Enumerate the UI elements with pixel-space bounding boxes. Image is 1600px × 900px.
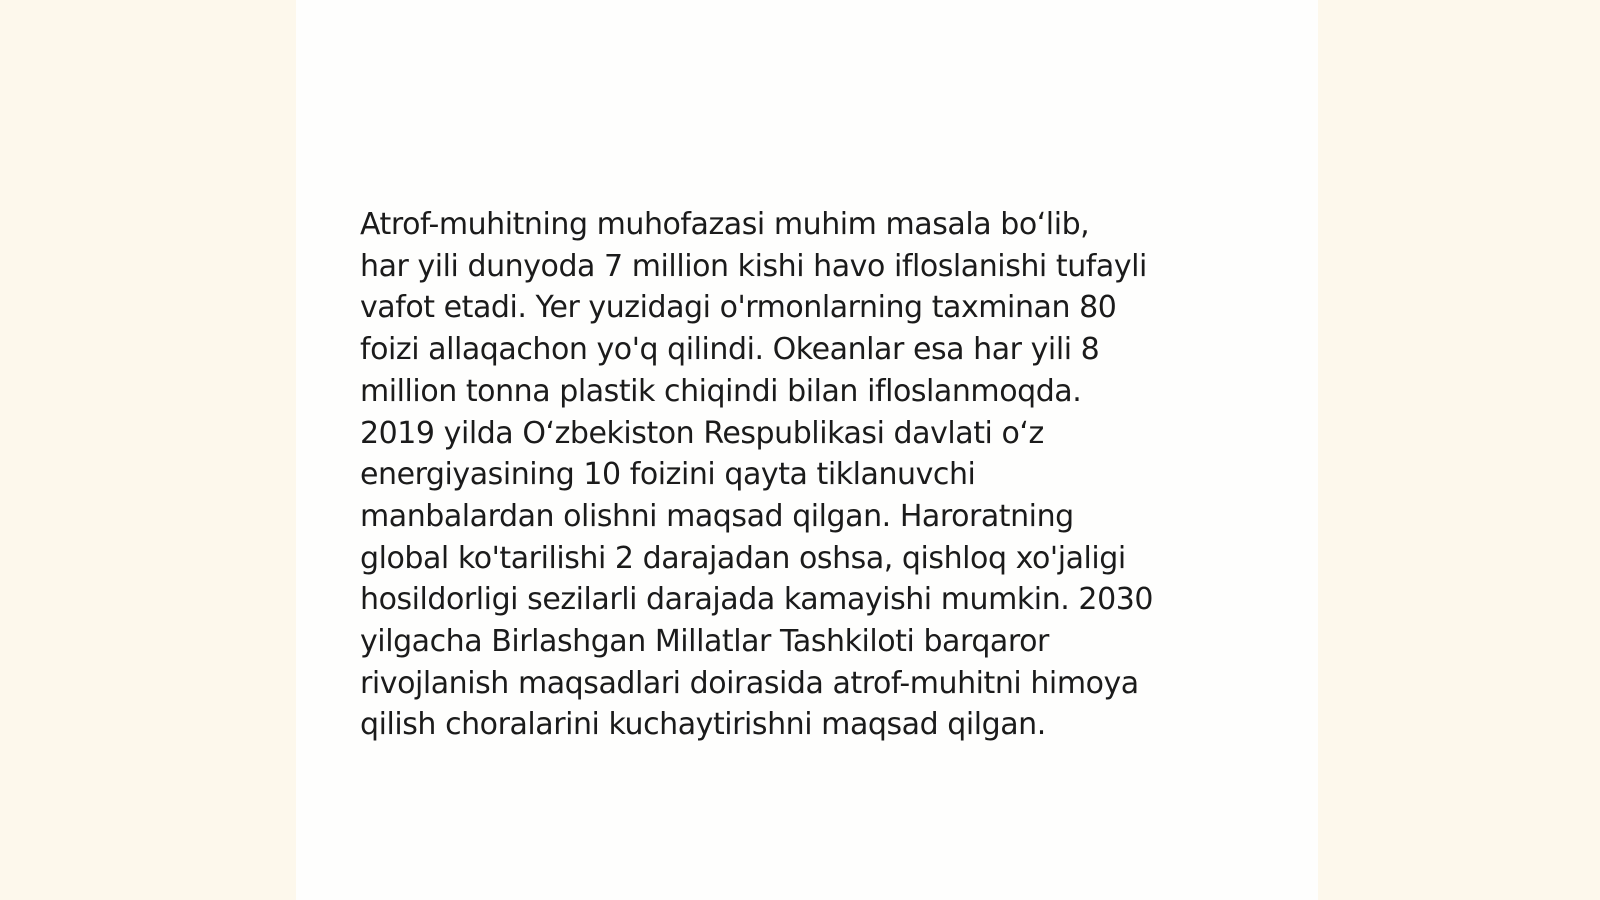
paragraph-line: yilgacha Birlashgan Millatlar Tashkiloti barqaror [360,624,1049,660]
paragraph-line: vafot etadi. Yer yuzidagi o'rmonlarning taxminan 80 [360,290,1117,326]
document-page [296,0,1318,900]
paragraph-line: hosildorligi sezilarli darajada kamayishi mumkin. 2030 [360,582,1153,618]
paragraph-line: energiyasining 10 foizini qayta tiklanuvchi [360,457,976,493]
paragraph-line: million tonna plastik chiqindi bilan ifloslanmoqda. [360,373,1082,409]
paragraph-line: manbalardan olishni maqsad qilgan. Haroratning [360,498,1074,534]
paragraph-line: 2019 yilda O‘zbekiston Respublikasi davlati o‘z [360,415,1044,451]
paragraph-line: qilish choralarini kuchaytirishni maqsad qilgan. [360,707,1046,743]
paragraph-line: foizi allaqachon yo'q qilindi. Okeanlar esa har yili 8 [360,332,1100,368]
body-paragraph [360,204,1260,746]
paragraph-line: Atrof-muhitning muhofazasi muhim masala bo‘lib, [360,207,1090,242]
paragraph-line: har yili dunyoda 7 million kishi havo ifloslanishi tufayli [360,248,1147,284]
paragraph-line: rivojlanish maqsadlari doirasida atrof-muhitni himoya [360,665,1139,701]
paragraph-line: global ko'tarilishi 2 darajadan oshsa, qishloq xo'jaligi [360,540,1126,576]
